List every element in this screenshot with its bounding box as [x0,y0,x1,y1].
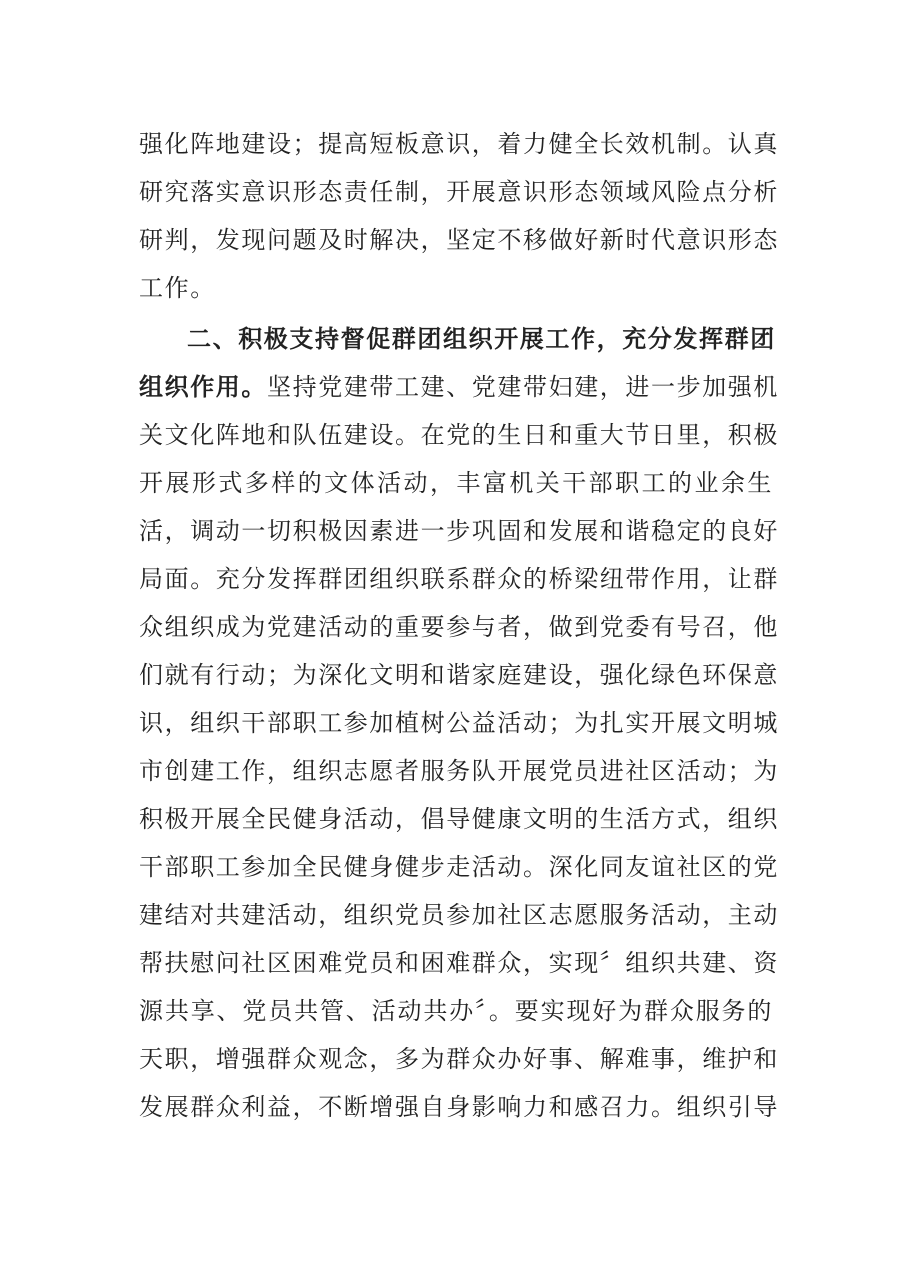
text-line: 识，组织干部职工参加植树公益活动；为扎实开展文明城 [139,709,779,737]
text-line: 干部职工参加全民健身健步走活动。深化同友谊社区的党 [139,853,779,881]
text-line: 工作。 [139,274,216,302]
text-line: 们就有行动；为深化文明和谐家庭建设，强化绿色环保意 [139,661,779,689]
text-line: 研判，发现问题及时解决，坚定不移做好新时代意识形态 [139,226,779,254]
text-line: 局面。充分发挥群团组织联系群众的桥梁纽带作用，让群 [139,565,779,593]
text-line: 强化阵地建设；提高短板意识，着力健全长效机制。认真 [139,130,779,158]
section-heading: 二、积极支持督促群团组织开展工作，充分发挥群团 [187,325,776,353]
text-line: 活，调动一切积极因素进一步巩固和发展和谐稳定的良好 [139,517,779,545]
text-line: 天职，增强群众观念，多为群众办好事、解难事，维护和 [139,1045,779,1073]
paragraph-mass-organizations [139,315,779,1131]
text-span: 坚持党建带工建、党建带妇建，进一步加强机 [267,373,779,401]
section-heading-end: 组织作用。 [139,373,267,401]
text-line: 帮扶慰问社区困难党员和困难群众，实现〞组织共建、资 [139,949,779,977]
text-line: 建结对共建活动，组织党员参加社区志愿服务活动，主动 [139,901,779,929]
text-line [139,363,779,411]
text-line: 发展群众利益，不断增强自身影响力和感召力。组织引导 [139,1093,779,1121]
text-line: 开展形式多样的文体活动，丰富机关干部职工的业余生 [139,469,773,497]
text-line: 市创建工作，组织志愿者服务队开展党员进社区活动；为 [139,757,779,785]
text-line: 积极开展全民健身活动，倡导健康文明的生活方式，组织 [139,805,779,833]
text-line: 研究落实意识形态责任制，开展意识形态领域风险点分析 [139,178,779,206]
paragraph-ideology-work [139,120,779,312]
text-line: 众组织成为党建活动的重要参与者，做到党委有号召，他 [139,613,779,641]
text-line: 关文化阵地和队伍建设。在党的生日和重大节日里，积极 [139,421,779,449]
document-body [139,120,779,1131]
text-line: 源共享、党员共管、活动共办〞。要实现好为群众服务的 [139,997,773,1025]
